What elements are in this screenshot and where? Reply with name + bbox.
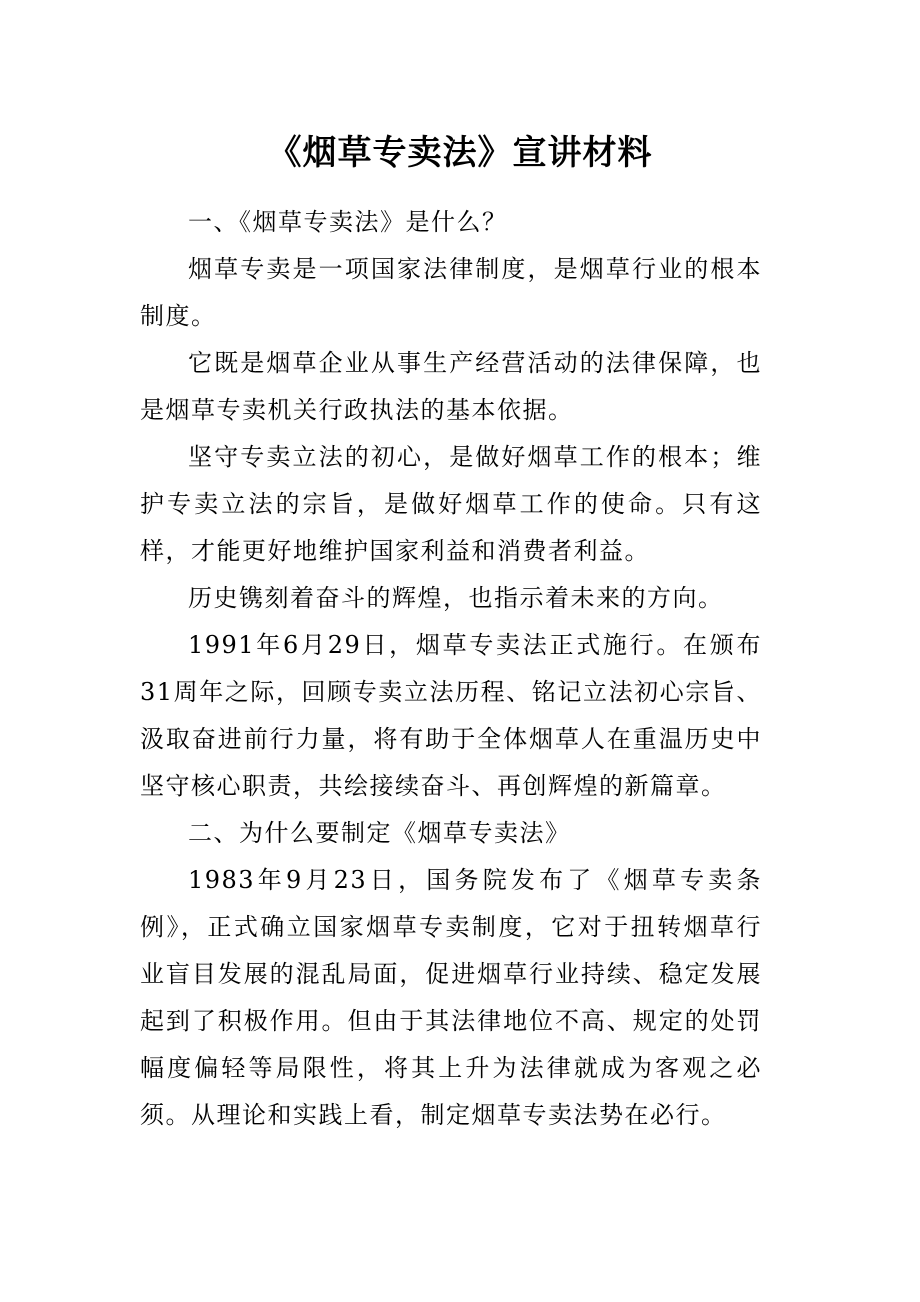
paragraph: 坚守专卖立法的初心，是做好烟草工作的根本；维护专卖立法的宗旨，是做好烟草工作的使命。只有这样，才能更好地维护国家利益和消费者利益。	[140, 443, 762, 565]
document-body	[140, 199, 762, 1139]
paragraph: 1991年6月29日，烟草专卖法正式施行。在颁布31周年之际，回顾专卖立法历程、铭记立法初心宗旨、汲取奋进前行力量，将有助于全体烟草人在重温历史中坚守核心职责，共绘接续奋斗、再创辉煌的新篇章。	[140, 631, 762, 800]
section-heading-1: 一、《烟草专卖法》是什么？	[188, 208, 508, 236]
document-title: 《烟草专卖法》宣讲材料	[267, 133, 653, 173]
paragraph: 历史镌刻着奋斗的辉煌，也指示着未来的方向。	[188, 584, 724, 612]
section-heading-2: 二、为什么要制定《烟草专卖法》	[188, 819, 571, 847]
paragraph: 1983年9月23日，国务院发布了《烟草专卖条例》，正式确立国家烟草专卖制度，它对于扭转烟草行业盲目发展的混乱局面，促进烟草行业持续、稳定发展起到了积极作用。但由于其法律地位不高、规定的处罚幅度偏轻等局限性，将其上升为法律就成为客观之必须。从理论和实践上看，制定烟草专卖法势在必行。	[140, 866, 762, 1129]
paragraph: 烟草专卖是一项国家法律制度，是烟草行业的根本制度。	[140, 255, 762, 330]
paragraph: 它既是烟草企业从事生产经营活动的法律保障，也是烟草专卖机关行政执法的基本依据。	[140, 349, 762, 424]
